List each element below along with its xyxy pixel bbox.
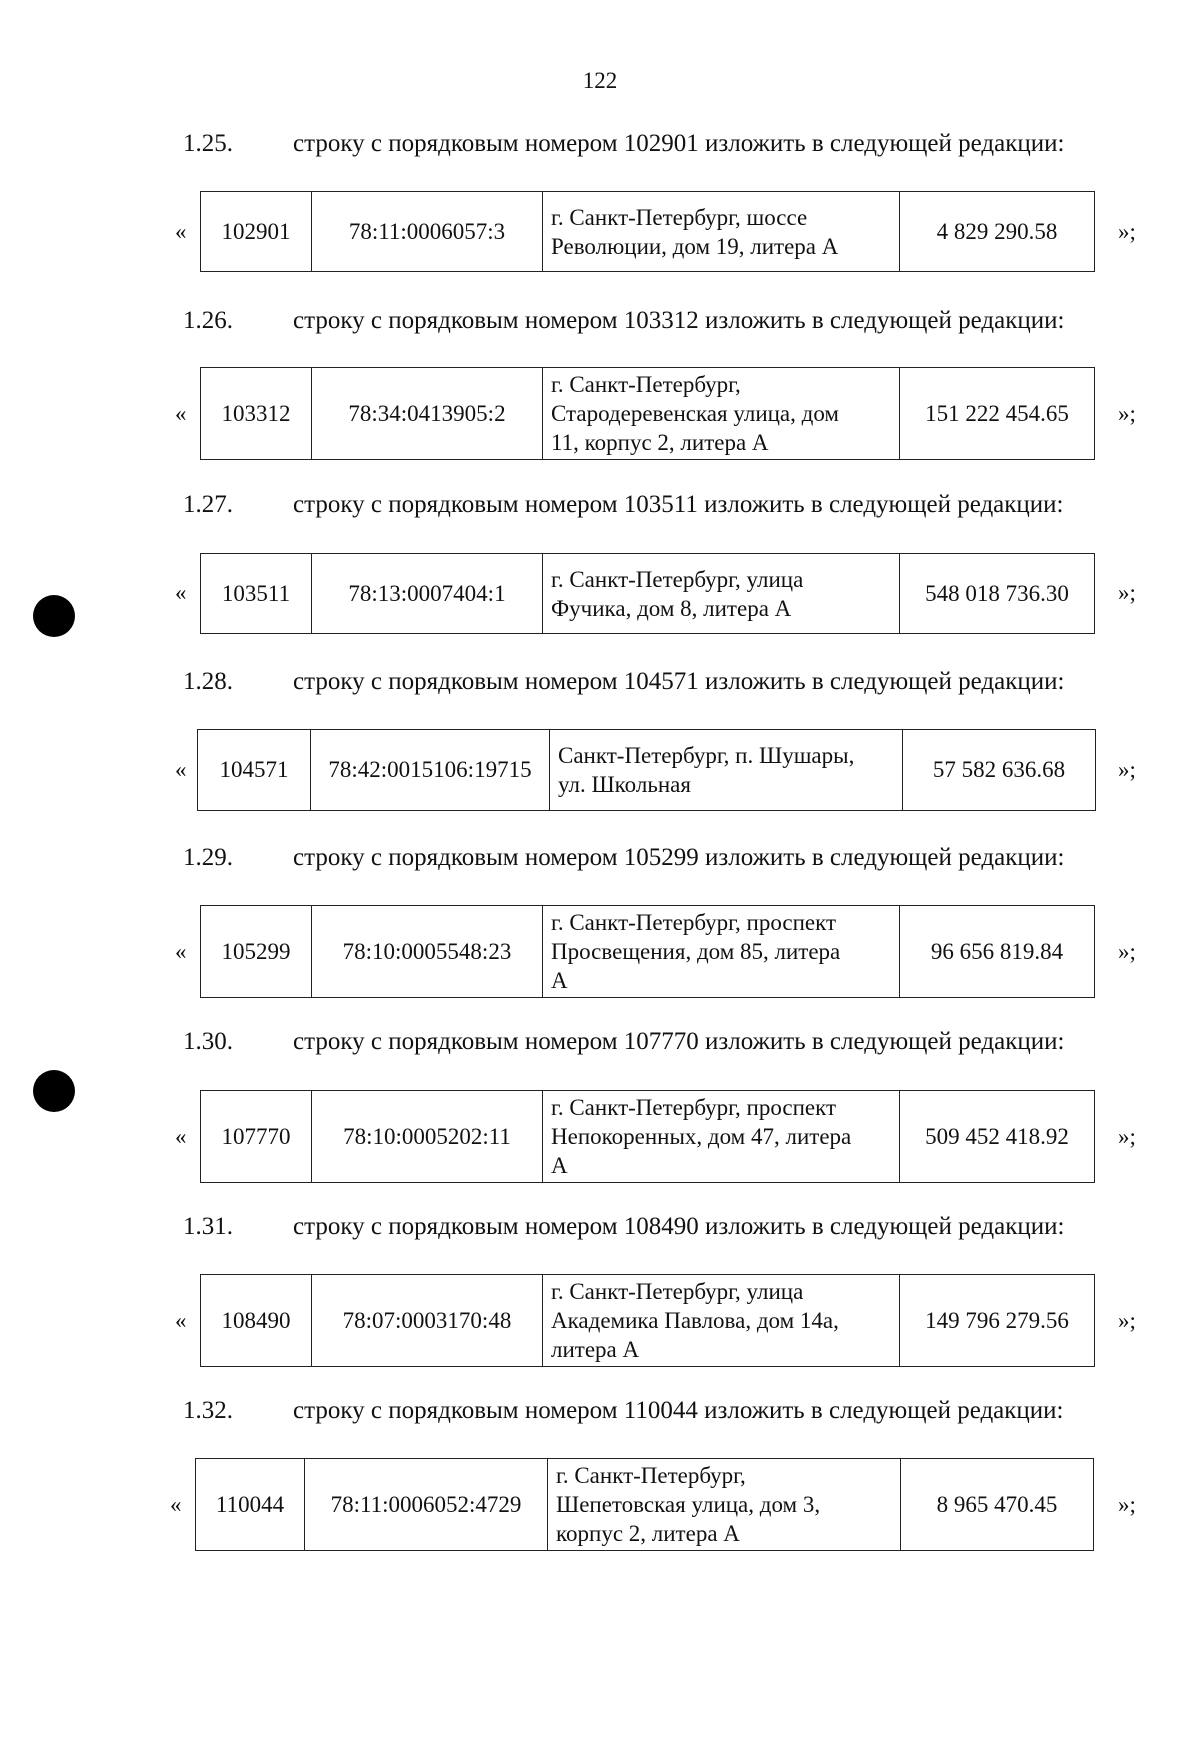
section-heading <box>183 668 1064 696</box>
opening-quote: « <box>175 939 187 964</box>
closing-quote: »; <box>1118 1308 1136 1333</box>
address-line: Шепетовская улица, дом 3, <box>556 1492 821 1517</box>
address-cell <box>543 368 900 460</box>
closing-quote: »; <box>1118 580 1136 605</box>
register-table <box>200 367 1095 460</box>
punch-hole-mark <box>33 595 75 637</box>
address-line: Непокоренных, дом 47, литера <box>551 1124 852 1149</box>
cadastral-number-cell: 78:13:0007404:1 <box>312 554 543 634</box>
closing-quote: »; <box>1118 219 1136 244</box>
address-line: Академика Павлова, дом 14а, <box>551 1308 839 1333</box>
section-number: 1.32. <box>183 1397 233 1424</box>
opening-quote: « <box>175 757 187 782</box>
opening-quote: « <box>175 1124 187 1149</box>
cadastral-value-cell: 57 582 636.68 <box>903 730 1096 811</box>
address-line: г. Санкт-Петербург, <box>551 372 741 397</box>
address-line: г. Санкт-Петербург, улица <box>551 1279 804 1304</box>
address-line: 11, корпус 2, литера А <box>551 430 769 455</box>
opening-quote: « <box>175 401 187 426</box>
address-line: г. Санкт-Петербург, улица <box>551 566 804 592</box>
address-cell <box>550 730 903 811</box>
address-line: г. Санкт-Петербург, проспект <box>551 1095 837 1120</box>
punch-hole-mark <box>33 1070 75 1112</box>
row-number-cell: 105299 <box>201 906 312 998</box>
cadastral-value-cell: 8 965 470.45 <box>901 1459 1094 1551</box>
address-cell <box>548 1459 901 1551</box>
register-table <box>200 905 1095 998</box>
section-heading <box>183 1397 1064 1425</box>
cadastral-value-cell: 96 656 819.84 <box>900 906 1095 998</box>
cadastral-value-cell: 509 452 418.92 <box>900 1091 1095 1183</box>
cadastral-number-cell: 78:10:0005548:23 <box>312 906 543 998</box>
address-line: корпус 2, литера А <box>556 1521 740 1546</box>
section-heading <box>183 844 1064 872</box>
cadastral-number-cell: 78:42:0015106:19715 <box>311 730 550 811</box>
register-table <box>195 1458 1094 1551</box>
cadastral-number-cell: 78:34:0413905:2 <box>312 368 543 460</box>
row-number-cell: 103312 <box>201 368 312 460</box>
address-line: Фучика, дом 8, литера А <box>551 595 792 621</box>
cadastral-number-cell: 78:11:0006057:3 <box>312 192 543 272</box>
cadastral-value-cell: 149 796 279.56 <box>900 1275 1095 1367</box>
closing-quote: »; <box>1118 1124 1136 1149</box>
register-table <box>197 729 1096 811</box>
register-table <box>200 191 1095 272</box>
section-number: 1.28. <box>183 668 233 695</box>
cadastral-value-cell: 548 018 736.30 <box>900 554 1095 634</box>
address-line: Санкт-Петербург, п. Шушары, <box>558 743 855 768</box>
opening-quote: « <box>175 219 187 244</box>
address-line: г. Санкт-Петербург, проспект <box>551 910 837 935</box>
address-cell <box>543 906 900 998</box>
address-line: Революции, дом 19, литера А <box>551 233 839 259</box>
address-line: ул. Школьная <box>558 772 691 797</box>
section-number: 1.29. <box>183 844 233 871</box>
section-number: 1.31. <box>183 1213 233 1240</box>
address-cell <box>543 554 900 634</box>
cadastral-value-cell: 151 222 454.65 <box>900 368 1095 460</box>
cadastral-number-cell: 78:11:0006052:4729 <box>305 1459 548 1551</box>
closing-quote: »; <box>1118 401 1136 426</box>
cadastral-value-cell: 4 829 290.58 <box>900 192 1095 272</box>
address-line: А <box>551 1153 568 1178</box>
cadastral-number-cell: 78:10:0005202:11 <box>312 1091 543 1183</box>
row-number-cell: 104571 <box>198 730 311 811</box>
address-line: Просвещения, дом 85, литера <box>551 939 841 964</box>
register-table <box>200 1090 1095 1183</box>
address-line: А <box>551 968 568 993</box>
section-text: строку с порядковым номером 105299 изложить в следующей редакции: <box>293 844 1065 871</box>
section-text: строку с порядковым номером 103312 изложить в следующей редакции: <box>293 307 1065 334</box>
address-line: литера А <box>551 1337 640 1362</box>
row-number-cell: 110044 <box>196 1459 305 1551</box>
section-number: 1.30. <box>183 1028 233 1055</box>
closing-quote: »; <box>1118 757 1136 782</box>
section-number: 1.25. <box>183 130 233 157</box>
section-number: 1.27. <box>183 491 233 518</box>
section-heading <box>183 491 1064 519</box>
row-number-cell: 108490 <box>201 1275 312 1367</box>
register-table <box>200 553 1095 634</box>
address-cell <box>543 192 900 272</box>
section-heading <box>183 307 1064 335</box>
section-heading <box>183 1213 1064 1241</box>
cadastral-number-cell: 78:07:0003170:48 <box>312 1275 543 1367</box>
section-text: строку с порядковым номером 110044 изложить в следующей редакции: <box>293 1397 1064 1424</box>
address-cell <box>543 1091 900 1183</box>
register-table <box>200 1274 1095 1367</box>
address-line: Стародеревенская улица, дом <box>551 401 839 426</box>
section-heading <box>183 130 1064 158</box>
section-number: 1.26. <box>183 307 233 334</box>
opening-quote: « <box>175 580 187 605</box>
address-line: г. Санкт-Петербург, шоссе <box>551 204 808 230</box>
closing-quote: »; <box>1118 939 1136 964</box>
page-number: 122 <box>582 68 618 93</box>
row-number-cell: 107770 <box>201 1091 312 1183</box>
row-number-cell: 103511 <box>201 554 312 634</box>
address-cell <box>543 1275 900 1367</box>
section-heading <box>183 1028 1064 1056</box>
section-text: строку с порядковым номером 104571 изложить в следующей редакции: <box>293 668 1065 695</box>
section-text: строку с порядковым номером 102901 изложить в следующей редакции: <box>293 130 1065 157</box>
address-line: г. Санкт-Петербург, <box>556 1463 746 1488</box>
opening-quote: « <box>175 1308 187 1333</box>
closing-quote: »; <box>1118 1492 1136 1517</box>
opening-quote: « <box>170 1492 182 1517</box>
section-text: строку с порядковым номером 103511 изложить в следующей редакции: <box>293 491 1064 518</box>
row-number-cell: 102901 <box>201 192 312 272</box>
section-text: строку с порядковым номером 107770 изложить в следующей редакции: <box>293 1028 1065 1055</box>
section-text: строку с порядковым номером 108490 изложить в следующей редакции: <box>293 1213 1065 1240</box>
